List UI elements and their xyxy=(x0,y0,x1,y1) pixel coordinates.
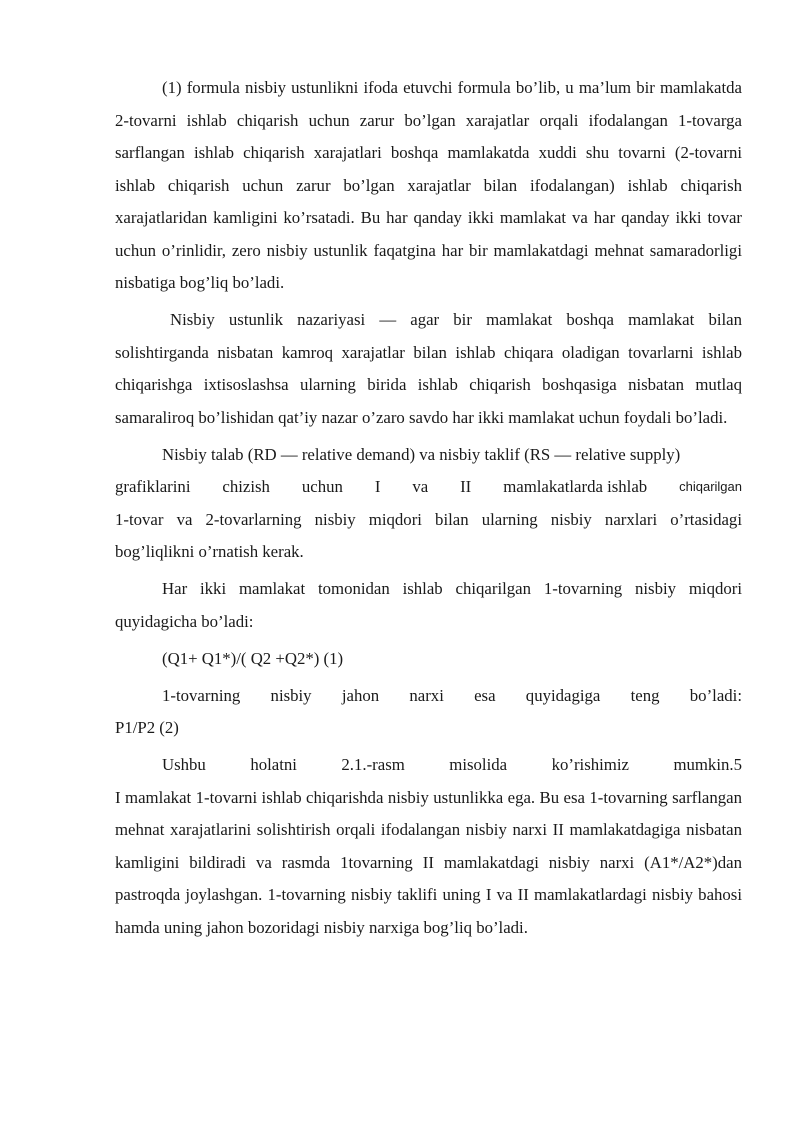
word: teng xyxy=(630,685,660,705)
paragraph-formula-explanation: (1) formula nisbiy ustunlikni ifoda etuvchi formula bo’lib, u ma’lum bir mamlakatda 2-tovarni ishlab chiqarish uchun zarur bo’lgan xarajatlar orqali ifodalangan 1-tovarga sarflangan ishlab chiqarish xarajatlari boshqa mamlakatda xuddi shu tovarni (2-tovarni ishlab chiqarish uchun zarur bo’lgan xarajatlar bilan ifodalangan) ishlab chiqarish xarajatlaridan kamligini ko’rsatadi. Bu har qanday ikki mamlakat va har qanday ikki tovar uchun o’rinlidir, zero nisbiy ustunlik faqatgina har bir mamlakatdagi mehnat samaradorligi nisbatiga bog’liq bo’ladi. xyxy=(115,78,742,292)
paragraph-line-justified xyxy=(115,749,742,782)
word: uchun xyxy=(301,477,343,496)
word: ko’rishimiz xyxy=(551,755,629,774)
paragraph-continuation: I mamlakat 1-tovarni ishlab chiqarishda nisbiy ustunlikka ega. Bu esa 1-tovarning sarflangan mehnat xarajatlarini solishtirish orqali ifodalangan nisbiy narxi II mamlakatdagiga nisbatan kamligini bildiradi va rasmda 1tovarning II mamlakatdagi nisbiy narxi (A1*/A2*)dan pastroqda joylashgan. 1-tovarning nisbiy taklifi uning I va II mamlakatlardagi nisbiy bahosi hamda uning jahon bozoridagi nisbiy narxiga bog’liq bo’ladi. xyxy=(115,787,742,937)
line-text: Nisbiy talab (RD — relative demand) va nisbiy taklif (RS — relative supply) xyxy=(162,444,681,464)
document-page xyxy=(115,72,742,944)
paragraph-line-justified xyxy=(115,471,742,504)
formula-world-price: P1/P2 (2) xyxy=(115,718,179,737)
word: nisbiy xyxy=(270,685,312,705)
word: misolida xyxy=(449,755,508,774)
word: II xyxy=(460,477,472,496)
word: quyidagiga xyxy=(525,685,601,705)
paragraph-world-price xyxy=(115,680,742,745)
word: I xyxy=(374,477,381,496)
paragraph-line xyxy=(115,439,742,472)
word: narxi xyxy=(409,685,444,705)
word: mamlakatlarda ishlab xyxy=(503,477,648,496)
word: 2.1.-rasm xyxy=(341,755,405,774)
word: va xyxy=(412,477,429,496)
word: Ushbu xyxy=(162,755,206,774)
paragraph-relative-demand-supply xyxy=(115,439,742,569)
paragraph-continuation: 1-tovar va 2-tovarlarning nisbiy miqdori bilan ularning nisbiy narxlari o’rtasidagi bog’liqlikni o’rnatish kerak. xyxy=(115,509,742,561)
word: jahon xyxy=(341,685,380,705)
word: esa xyxy=(474,685,496,705)
paragraph-figure-example xyxy=(115,749,742,944)
word: holatni xyxy=(250,755,297,774)
word: 1-tovarning xyxy=(162,685,241,705)
word: grafiklarini xyxy=(115,477,191,496)
word: bo’ladi: xyxy=(689,685,742,705)
paragraph-relative-quantity: Har ikki mamlakat tomonidan ishlab chiqarilgan 1-tovarning nisbiy miqdori quyidagicha bo’ladi: xyxy=(115,579,742,631)
paragraph-comparative-advantage-theory: Nisbiy ustunlik nazariyasi — agar bir mamlakat boshqa mamlakat bilan solishtirganda nisbatan kamroq xarajatlar bilan ishlab chiqara oladigan tovarlarni ishlab chiqarishga ixtisoslashsa ularning birida ishlab chiqarish boshqasiga nisbatan mutlaq samaraliroq bo’lishidan qat’iy nazar o’zaro savdo har ikki mamlakat uchun foydali bo’ladi. xyxy=(115,310,742,427)
word: mumkin.5 xyxy=(673,755,742,774)
word-small: chiqarilgan xyxy=(679,479,742,494)
paragraph-line-justified xyxy=(115,680,742,713)
word: chizish xyxy=(222,477,270,496)
formula-relative-quantity: (Q1+ Q1*)/( Q2 +Q2*) (1) xyxy=(162,648,344,668)
